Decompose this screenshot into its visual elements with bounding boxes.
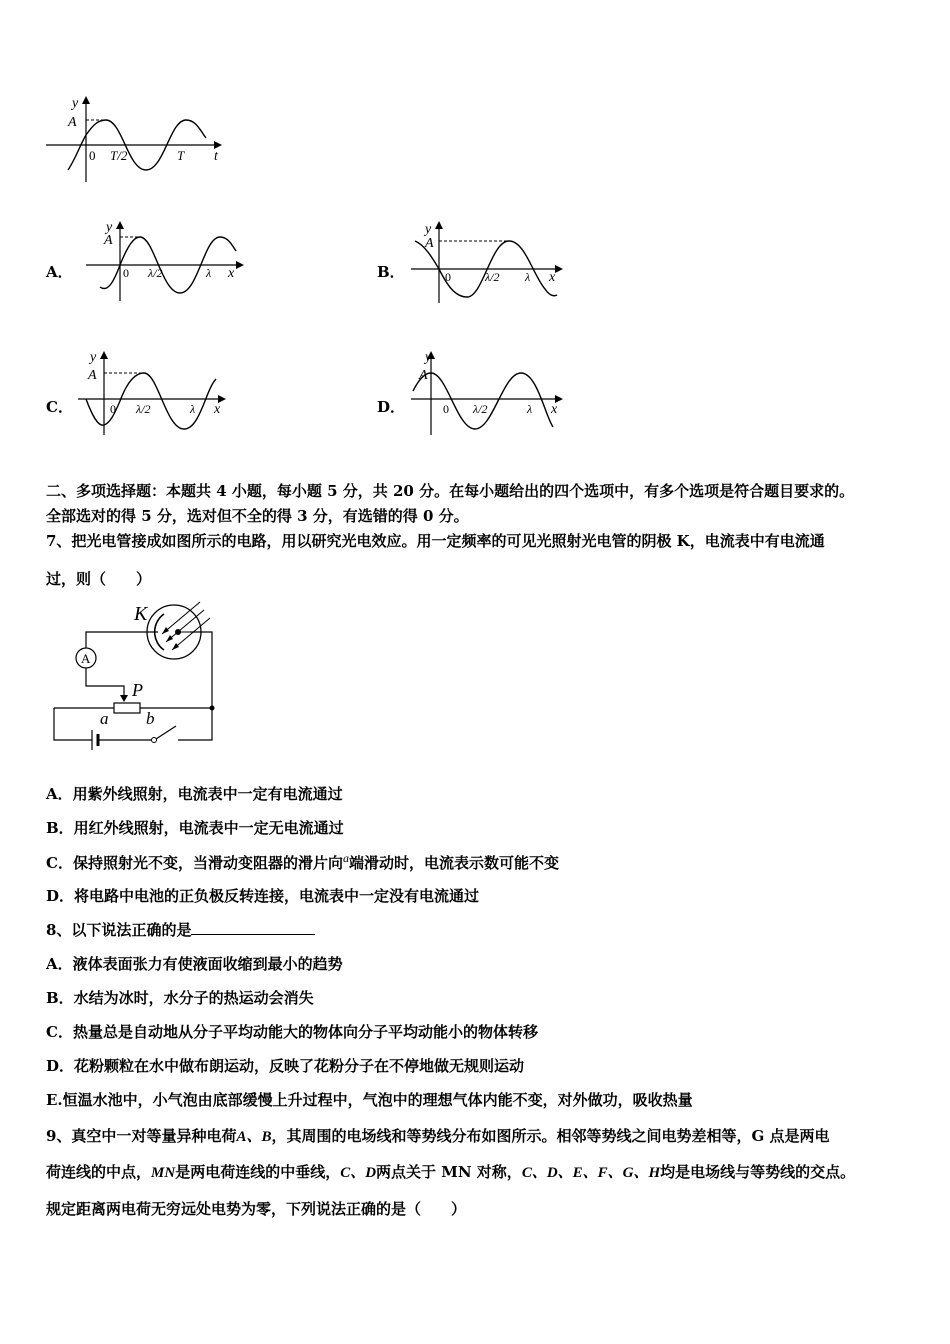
- end-b-label: b: [146, 709, 155, 728]
- wavelength-label: λ: [527, 402, 533, 416]
- q9-perpendicular-bisector: MN: [151, 1165, 176, 1181]
- q9-points-list: C、D、E、F、G、H: [521, 1165, 661, 1181]
- origin-label: 0: [443, 402, 449, 416]
- wave-graph-b: [405, 215, 575, 305]
- amplitude-label: A: [88, 368, 97, 383]
- x-axis-label: x: [549, 270, 556, 285]
- amplitude-label: A: [68, 115, 77, 130]
- q9-text: 是两电荷连线的中垂线，: [175, 1163, 341, 1181]
- q9-text: 9、真空中一对等量异种电荷: [46, 1127, 237, 1145]
- q8-stem-text: 8、以下说法正确的是: [46, 921, 192, 939]
- half-wavelength-label: λ/2: [473, 402, 488, 416]
- q7-option-d: D．将电路中电池的正负极反转连接，电流表中一定没有电流通过: [46, 887, 480, 905]
- amplitude-label: A: [425, 236, 434, 251]
- q9-text: 均是电场线与等势线的交点。: [660, 1163, 856, 1181]
- section-scoring: 全部选对的得 5 分，选对但不全的得 3 分，有选错的得 0 分。: [46, 507, 469, 525]
- q8-option-d: D．花粉颗粒在水中做布朗运动，反映了花粉分子在不停地做无规则运动: [46, 1057, 525, 1075]
- y-axis-label: y: [72, 96, 79, 111]
- origin-label: 0: [123, 266, 129, 280]
- x-axis-label: x: [214, 402, 221, 417]
- switch-icon: [152, 738, 157, 743]
- amplitude-label: A: [419, 368, 428, 383]
- slider-label: P: [132, 680, 143, 700]
- ammeter-label: A: [81, 651, 91, 666]
- option-d-label: D．: [377, 398, 406, 416]
- half-wavelength-label: λ/2: [485, 270, 500, 284]
- x-axis-label: x: [551, 402, 558, 417]
- origin-label: 0: [445, 270, 451, 284]
- q8-option-b: B．水结为冰时，水分子的热运动会消失: [46, 989, 314, 1007]
- q7-option-a: A．用紫外线照射，电流表中一定有电流通过: [46, 785, 343, 803]
- end-a-label: a: [100, 709, 109, 728]
- vibration-graph: [40, 90, 230, 185]
- wavelength-label: λ: [206, 266, 212, 280]
- q7-option-c-var: a: [342, 851, 349, 865]
- q7-stem-line2: 过，则（ ）: [46, 570, 152, 588]
- q9-stem-line3: 规定距离两电荷无穷远处电势为零，下列说法正确的是（ ）: [46, 1200, 467, 1218]
- q8-option-c: C．热量总是自动地从分子平均动能大的物体向分子平均动能小的物体转移: [46, 1023, 538, 1041]
- q7-option-c: [46, 851, 559, 873]
- y-axis-label: y: [425, 350, 432, 365]
- q8-option-e: E.恒温水池中，小气泡由底部缓慢上升过程中，气泡中的理想气体内能不变，对外做功，吸收热量: [46, 1091, 693, 1109]
- q8-option-a: A．液体表面张力有使液面收缩到最小的趋势: [46, 955, 343, 973]
- half-wavelength-label: λ/2: [148, 266, 163, 280]
- photoelectric-circuit: [40, 598, 230, 758]
- answer-blank: [191, 920, 315, 935]
- q9-stem-line1: [46, 1125, 830, 1146]
- q9-text: 两点关于 MN 对称，: [376, 1163, 522, 1181]
- q9-text: 荷连线的中点，: [46, 1163, 152, 1181]
- y-axis-label: y: [90, 350, 97, 365]
- q9-points-cd: C、D: [340, 1165, 377, 1181]
- q9-text: ，其周围的电场线和等势线分布如图所示。相邻等势线之间电势差相等，G 点是两电: [271, 1127, 830, 1145]
- wave-graph-a: [80, 215, 250, 303]
- half-wavelength-label: λ/2: [136, 402, 151, 416]
- y-axis-label: y: [106, 220, 113, 235]
- wave-graph-d: [405, 345, 575, 437]
- origin-label: 0: [110, 402, 116, 416]
- y-axis-label: y: [425, 222, 432, 237]
- q7-option-c-post: 端滑动时，电流表示数可能不变: [348, 854, 559, 872]
- wave-graph-c: [72, 345, 242, 437]
- q7-option-b: B．用红外线照射，电流表中一定无电流通过: [46, 819, 344, 837]
- q7-stem-line1: 7、把光电管接成如图所示的电路，用以研究光电效应。用一定频率的可见光照射光电管的阴极 K，电流表中有电流通: [46, 532, 825, 550]
- q7-option-c-pre: C．保持照射光不变，当滑动变阻器的滑片向: [46, 854, 343, 872]
- wavelength-label: λ: [190, 402, 196, 416]
- option-c-label: C．: [46, 398, 73, 416]
- q9-charges: A、B: [236, 1129, 272, 1145]
- q9-stem-line2: [46, 1161, 855, 1182]
- option-b-label: B．: [377, 263, 405, 281]
- wavelength-label: λ: [525, 270, 531, 284]
- x-axis-label: x: [228, 266, 235, 281]
- origin-label: 0: [89, 148, 96, 163]
- cathode-label: K: [134, 603, 148, 625]
- section-heading: 二、多项选择题：本题共 4 小题，每小题 5 分，共 20 分。在每小题给出的四个选项中，有多个选项是符合题目要求的。: [46, 482, 855, 500]
- amplitude-label: A: [104, 233, 113, 248]
- q8-stem: [46, 919, 315, 940]
- half-period-label: T/2: [110, 148, 128, 163]
- t-axis-label: t: [214, 149, 218, 164]
- period-label: T: [177, 148, 185, 163]
- option-a-label: A．: [46, 263, 73, 281]
